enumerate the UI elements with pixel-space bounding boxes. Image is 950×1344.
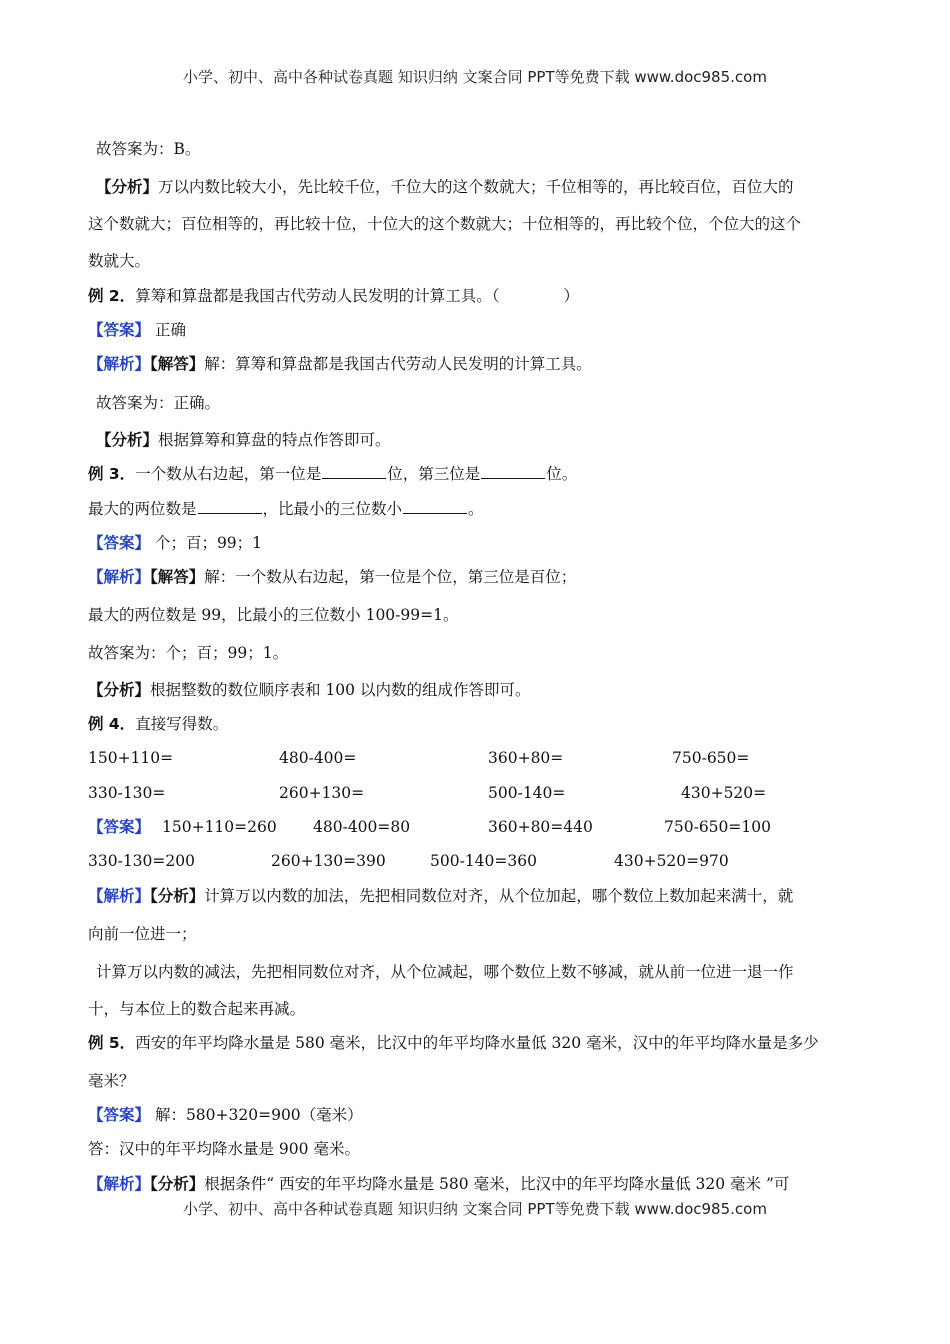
example-3-question: 例 3．一个数从右边起，第一位是 位，第三位是 位。 xyxy=(88,465,578,483)
calc-item: 150+110= xyxy=(88,749,174,767)
analysis-tag: 【解析】 xyxy=(88,568,151,586)
fenxi-tag: 【分析】 xyxy=(150,887,205,905)
analysis-line: 【分析】万以内数比较大小，先比较千位，千位大的这个数就大；千位相等的，再比较百位，百位大的 xyxy=(96,178,794,196)
example-label: 例 3． xyxy=(88,465,136,483)
calc-answer: 750-650=100 xyxy=(664,818,771,836)
answer-tag: 【答案】 xyxy=(88,534,151,552)
example-label: 例 2． xyxy=(88,287,136,305)
fenxi-tag: 【分析】 xyxy=(88,681,151,699)
calc-answer: 360+80=440 xyxy=(488,818,593,836)
example-2-answer: 【答案】 正确 xyxy=(88,321,186,339)
calc-answer: 150+110=260 xyxy=(162,818,277,836)
fenxi-tag: 【分析】 xyxy=(96,178,159,196)
calc-answer: 500-140=360 xyxy=(430,852,537,870)
example-3-answer: 【答案】 个；百；99；1 xyxy=(88,534,263,552)
answer-blank xyxy=(403,499,467,514)
calc-item: 260+130= xyxy=(279,784,365,802)
example-4-analysis: 计算万以内数的减法，先把相同数位对齐，从个位减起，哪个数位上数不够减，就从前一位进一退一作 xyxy=(96,963,794,981)
example-4-analysis: 向前一位进一； xyxy=(88,925,197,943)
example-5-reply: 答：汉中的年平均降水量是 900 毫米。 xyxy=(88,1140,360,1158)
analysis-tag: 【解析】 xyxy=(88,887,151,905)
example-4-question: 例 4．直接写得数。 xyxy=(88,715,229,733)
page-footer: 小学、初中、高中各种试卷真题 知识归纳 文案合同 PPT等免费下载 www.doc985.com xyxy=(183,1200,767,1218)
example-5-answer: 【答案】 解：580+320=900（毫米） xyxy=(88,1106,363,1124)
example-5-question: 毫米？ xyxy=(88,1072,135,1090)
analysis-tag: 【解析】 xyxy=(88,1175,151,1193)
calc-answer: 330-130=200 xyxy=(88,852,195,870)
answer-tag: 【答案】 xyxy=(88,321,151,339)
calc-answer: 260+130=390 xyxy=(271,852,386,870)
analysis-line: 数就大。 xyxy=(88,252,151,270)
page-header: 小学、初中、高中各种试卷真题 知识归纳 文案合同 PPT等免费下载 www.doc985.com xyxy=(183,68,767,86)
fenxi-tag: 【分析】 xyxy=(150,1175,205,1193)
example-label: 例 4． xyxy=(88,715,136,733)
conclusion-line: 故答案为：正确。 xyxy=(96,394,221,412)
analysis-line: 【分析】根据算筹和算盘的特点作答即可。 xyxy=(96,431,391,449)
conclusion-line: 故答案为：B。 xyxy=(96,140,201,158)
calc-item: 430+520= xyxy=(681,784,767,802)
example-3-solution: 【解析】【解答】解：一个数从右边起，第一位是个位，第三位是百位； xyxy=(88,568,577,586)
example-5-question: 例 5．西安的年平均降水量是 580 毫米，比汉中的年平均降水量低 320 毫米，汉中的年平均降水量是多少 xyxy=(88,1034,819,1052)
answer-tag: 【答案】 xyxy=(88,1106,151,1124)
calc-answer: 480-400=80 xyxy=(313,818,411,836)
example-4-analysis: 十，与本位上的数合起来再减。 xyxy=(88,1000,306,1018)
example-label: 例 5． xyxy=(88,1034,136,1052)
solution-tag: 【解答】 xyxy=(150,355,205,373)
calc-item: 360+80= xyxy=(488,749,564,767)
answer-blank xyxy=(198,499,262,514)
example-4-analysis: 【解析】【分析】计算万以内数的加法，先把相同数位对齐，从个位加起，哪个数位上数加起来满十，就 xyxy=(88,887,794,905)
analysis-line: 这个数就大；百位相等的，再比较十位，十位大的这个数就大；十位相等的，再比较个位，个位大的这个 xyxy=(88,215,802,233)
example-3-solution: 最大的两位数是 99，比最小的三位数小 100-99=1。 xyxy=(88,606,459,624)
answer-blank xyxy=(322,464,386,479)
analysis-tag: 【解析】 xyxy=(88,355,151,373)
calc-item: 330-130= xyxy=(88,784,166,802)
answer-blank xyxy=(481,464,545,479)
analysis-line: 【分析】根据整数的数位顺序表和 100 以内数的组成作答即可。 xyxy=(88,681,531,699)
example-5-analysis: 【解析】【分析】根据条件“ 西安的年平均降水量是 580 毫米，比汉中的年平均降水量低 320 毫米 ”可 xyxy=(88,1175,790,1193)
example-3-question: 最大的两位数是 ，比最小的三位数小 。 xyxy=(88,500,484,518)
fenxi-tag: 【分析】 xyxy=(96,431,159,449)
solution-tag: 【解答】 xyxy=(150,568,205,586)
calc-item: 480-400= xyxy=(279,749,357,767)
example-2-solution: 【解析】【解答】解：算筹和算盘都是我国古代劳动人民发明的计算工具。 xyxy=(88,355,592,373)
calc-answer: 430+520=970 xyxy=(614,852,729,870)
calc-item: 500-140= xyxy=(488,784,566,802)
answer-tag: 【答案】 xyxy=(88,818,151,836)
example-2-question: 例 2．算筹和算盘都是我国古代劳动人民发明的计算工具。（ ） xyxy=(88,287,579,305)
calc-item: 750-650= xyxy=(672,749,750,767)
conclusion-line: 故答案为：个；百；99；1。 xyxy=(88,644,289,662)
